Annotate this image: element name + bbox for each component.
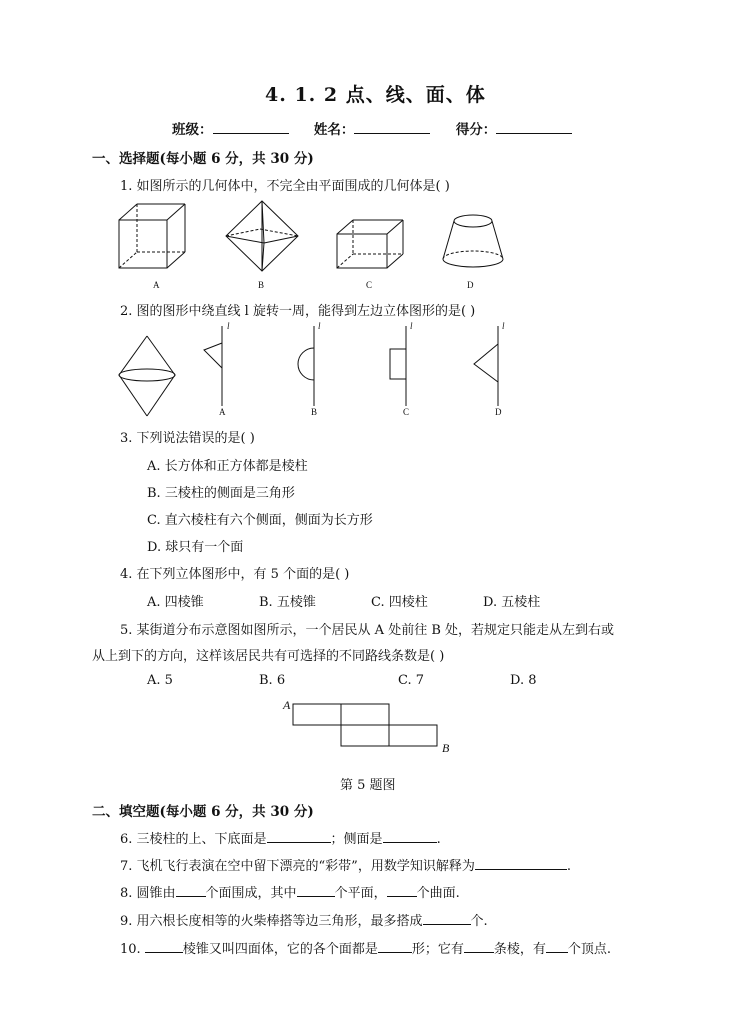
question-1: 1. 如图所示的几何体中，不完全由平面围成的几何体是( )	[120, 179, 450, 194]
class-blank[interactable]	[213, 119, 289, 134]
q2-axis-d: l	[502, 321, 505, 331]
figure-5-caption: 第 5 题图	[340, 778, 396, 793]
q6-blank-2[interactable]	[383, 828, 437, 843]
section2-heading: 二、填空题(每小题 6 分，共 30 分)	[92, 804, 314, 820]
q9-part-b: 个.	[470, 914, 488, 929]
figure-cube	[117, 202, 192, 276]
question-6	[120, 828, 441, 847]
q2-label-a: A	[219, 407, 226, 417]
q8-part-a: 8. 圆锥由	[120, 886, 176, 901]
q2-label-d: D	[495, 407, 502, 417]
q6-part-b: ；侧面是	[330, 832, 383, 847]
q2-axis-c: l	[410, 321, 413, 331]
question-3: 3. 下列说法错误的是( )	[120, 431, 255, 446]
q9-part-a: 9. 用六根长度相等的火柴棒搭等边三角形，最多搭成	[120, 914, 423, 929]
q10-part-d: 条棱，有	[493, 942, 546, 957]
q4-option-b[interactable]: B. 五棱锥	[259, 595, 316, 610]
q1-label-b: B	[258, 280, 265, 290]
q9-blank[interactable]	[423, 910, 471, 925]
question-8	[120, 882, 460, 901]
q1-label-c: C	[366, 280, 373, 290]
q3-option-a[interactable]: A. 长方体和正方体都是棱柱	[147, 459, 308, 474]
question-5-line2: 从上到下的方向，这样该居民共有可选择的不同路线条数是( )	[92, 649, 445, 664]
q6-blank-1[interactable]	[267, 828, 331, 843]
q7-blank[interactable]	[475, 855, 567, 870]
q8-blank-3[interactable]	[387, 882, 417, 897]
question-2: 2. 图的图形中绕直线 l 旋转一周，能得到左边立体图形的是( )	[120, 304, 476, 319]
q2-option-d-figure	[472, 324, 512, 412]
point-b-label: B	[442, 741, 450, 755]
q2-option-a-figure	[198, 324, 238, 412]
q7-part-a: 7. 飞机飞行表演在空中留下漂亮的“彩带”，用数学知识解释为	[120, 859, 475, 874]
q3-option-d[interactable]: D. 球只有一个面	[147, 540, 244, 555]
q3-option-c[interactable]: C. 直六棱柱有六个侧面，侧面为长方形	[147, 513, 373, 528]
q10-blank-1[interactable]	[145, 938, 183, 953]
q10-part-a: 10.	[120, 942, 145, 957]
name-blank[interactable]	[354, 119, 430, 134]
question-9	[120, 910, 488, 929]
q1-label-a: A	[153, 280, 160, 290]
q8-blank-2[interactable]	[297, 882, 335, 897]
q8-part-d: 个曲面.	[416, 886, 460, 901]
figure-double-cone	[116, 334, 180, 422]
q6-part-c: .	[436, 832, 441, 847]
q2-option-b-figure	[290, 324, 330, 412]
q10-part-b: 棱锥又叫四面体，它的各个面都是	[182, 942, 378, 957]
score-label: 得分：	[455, 122, 497, 138]
q4-option-c[interactable]: C. 四棱柱	[371, 595, 428, 610]
section1-heading: 一、选择题(每小题 6 分，共 30 分)	[92, 151, 314, 167]
score-blank[interactable]	[496, 119, 572, 134]
q2-axis-a: l	[227, 321, 230, 331]
name-label: 姓名：	[313, 122, 355, 138]
meta-line	[172, 118, 572, 138]
q8-blank-1[interactable]	[176, 882, 206, 897]
class-label: 班级：	[172, 122, 213, 138]
q6-part-a: 6. 三棱柱的上、下底面是	[120, 832, 267, 847]
q2-axis-b: l	[318, 321, 321, 331]
q2-option-c-figure	[382, 324, 422, 412]
q7-part-b: .	[566, 859, 571, 874]
point-a-label: A	[283, 698, 291, 712]
q4-option-a[interactable]: A. 四棱锥	[147, 595, 204, 610]
q1-label-d: D	[467, 280, 474, 290]
figure-frustum	[441, 213, 505, 275]
street-map-figure	[292, 703, 442, 753]
q4-option-d[interactable]: D. 五棱柱	[483, 595, 541, 610]
q10-blank-2[interactable]	[378, 938, 412, 953]
q8-part-b: 个面围成，其中	[205, 886, 297, 901]
figure-octahedron	[224, 199, 302, 277]
question-5-line1: 5. 某街道分布示意图如图所示，一个居民从 A 处前往 B 处，若规定只能走从左到右或	[120, 623, 615, 638]
q10-part-e: 个顶点.	[567, 942, 611, 957]
q5-option-c[interactable]: C. 7	[398, 673, 425, 688]
q3-option-b[interactable]: B. 三棱柱的侧面是三角形	[147, 486, 295, 501]
q2-label-b: B	[311, 407, 318, 417]
question-7	[120, 855, 571, 874]
q5-option-d[interactable]: D. 8	[510, 673, 537, 688]
page-title: 4. 1. 2 点、线、面、体	[265, 84, 486, 106]
question-10	[120, 938, 611, 957]
q10-blank-4[interactable]	[546, 938, 568, 953]
q5-option-a[interactable]: A. 5	[147, 673, 173, 688]
figure-cuboid	[335, 218, 407, 274]
q8-part-c: 个平面，	[334, 886, 387, 901]
q10-blank-3[interactable]	[464, 938, 494, 953]
question-4: 4. 在下列立体图形中，有 5 个面的是( )	[120, 567, 350, 582]
q2-label-c: C	[403, 407, 410, 417]
q5-option-b[interactable]: B. 6	[259, 673, 286, 688]
q10-part-c: 形；它有	[411, 942, 464, 957]
